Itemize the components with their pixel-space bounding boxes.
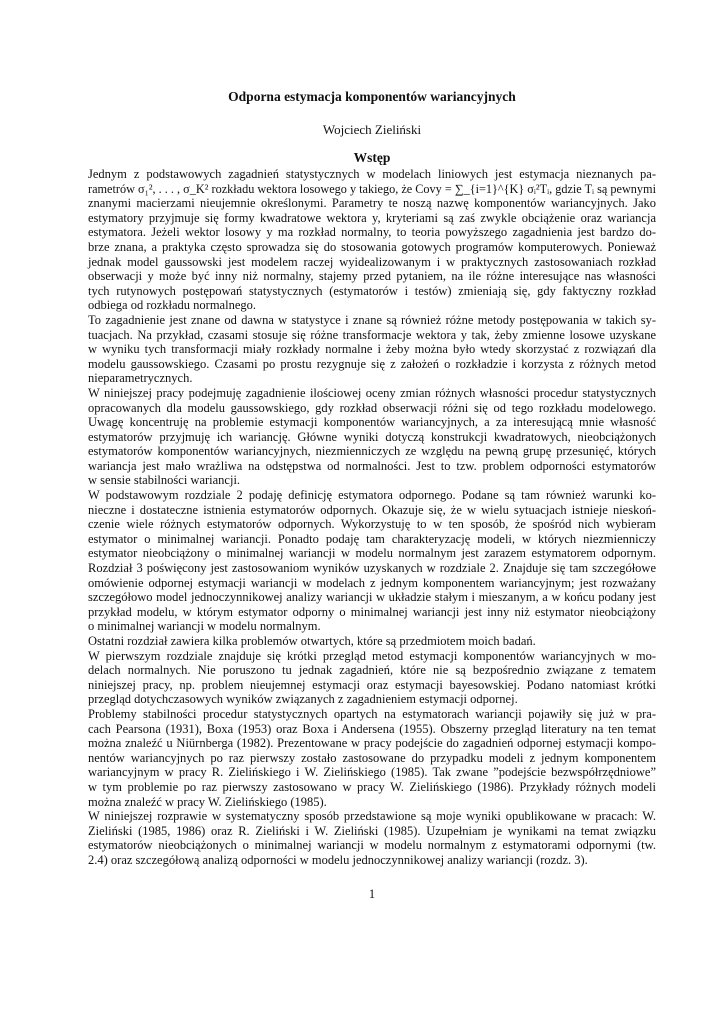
text-line: W podstawowym rozdziale 2 podaję definicję estymatora odpornego. Podane są tam również warunki ko- <box>88 488 656 503</box>
text-line: w sensie stabilności wariancji. <box>88 473 241 488</box>
section-heading: Wstęp <box>353 150 391 165</box>
text-line: przegląd dotychczasowych wyników związanych z zagadnieniem estymacji odpornej. <box>88 692 518 707</box>
text-line: Rozdział 3 poświęcony jest zastosowaniom wyników uzyskanych w rozdziale 2. Znajduje się tam szczegółowe <box>88 561 656 576</box>
text-line: można znaleźć u Niürnberga (1982). Prezentowane w pracy podejście do zagadnień odpornej estymacji kompo- <box>88 736 656 751</box>
text-line: delach normalnych. Nie poruszono tu jednak zagadnień, które nie są bezpośrednio związane z tematem <box>88 663 656 678</box>
text-line: wariancyjnym w pracy R. Zielińskiego i W. Zielińskiego (1985). Tak zwane ”podejście bezwspółrzędniowe” <box>88 765 656 780</box>
page-number: 1 <box>368 887 376 901</box>
text-line: cach Pearsona (1931), Boxa (1953) oraz Boxa i Andersena (1955). Obszerny przegląd literatury na ten temat <box>88 721 656 736</box>
paragraph <box>88 809 656 867</box>
text-line: jednak model gaussowski jest modelem raczej wyidealizowanym i w praktycznych zastosowaniach rozkład <box>88 254 656 269</box>
text-line: Zieliński (1985, 1986) oraz R. Zieliński i W. Zieliński (1985). Uzupełniam je wynikami na temat związku <box>88 823 656 838</box>
text-line: estymatory przyjmuje się formy kwadratowe wektora y, kryteriami są zaś zwykle obciążenie oraz wariancja <box>88 210 656 225</box>
text-line: estymatorów przyjmuję ich wariancję. Główne wyniki dotyczą konstrukcji kwadratowych, nieobciążonych <box>88 429 656 444</box>
text-line: Uwagę koncentruję na problemie estymacji komponentów wariancyjnych, a za interesującą mnie własność <box>88 415 656 430</box>
paragraph <box>88 386 656 488</box>
text-line: To zagadnienie jest znane od dawna w statystyce i znane są również różne metody postępowania w takich sy- <box>88 312 656 327</box>
paper-page <box>88 0 656 1024</box>
text-line: obserwacji y może być inny niż normalny, stajemy przed pytaniem, na ile różne interesujące nas własności <box>88 269 656 284</box>
paragraph <box>88 488 656 634</box>
text-line: 2.4) oraz szczegółową analizą odporności w modelu jednoczynnikowej analizy wariancji (rozdz. 3). <box>88 852 588 867</box>
author-name: Wojciech Zieliński <box>322 122 422 137</box>
text-line: niniejszej pracy, np. problem nieujemnej estymacji oraz estymacji bayesowskiej. Podano natomiast krótki <box>88 677 656 692</box>
text-line: w tym problemie po raz pierwszy zastosowano w pracy W. Zielińskiego (1986). Przykłady różnych modeli <box>88 779 656 794</box>
text-line: Problemy stabilności procedur statystycznych opartych na estymatorach wariancji pojawiły się już w pra- <box>88 706 656 721</box>
text-line: W niniejszej rozprawie w systematyczny sposób przedstawione są moje wyniki opublikowane w pracach: W. <box>88 809 656 824</box>
text-line: szczegółowo model jednoczynnikowej analizy wariancji w układzie stałym i mieszanym, a w końcu podany jest <box>88 590 656 605</box>
text-line: rametrów σ₁², . . . , σ_K² rozkładu wektora losowego y takiego, że Covy = ∑_{i=1}^{K} σᵢ²Tᵢ, gdzie Tᵢ są pewnymi <box>88 181 656 196</box>
text-line: przykład modelu, w którym estymator odporny o minimalnej wariancji jest inny niż estymator nieobciążony <box>88 604 656 619</box>
body-text <box>88 167 656 868</box>
paragraph <box>88 707 656 809</box>
text-line: brze znana, a praktyka często sprowadza się do stosowania gotowych programów komputerowych. Ponieważ <box>88 239 656 254</box>
text-line: tych rutynowych postępowań statystycznych (estymatorów i testów) zmieniają się, gdy faktyczny rozkład <box>88 283 656 298</box>
paragraph <box>88 167 656 313</box>
text-line: estymatorów nieobciążonych o minimalnej wariancji w modelu normalnym z estymatorami odpornymi (tw. <box>88 838 656 853</box>
text-line: modelu gaussowskiego. Czasami po prostu rezygnuje się z założeń o rozkładzie i korzysta z różnych metod <box>88 356 656 371</box>
paragraph <box>88 649 656 707</box>
text-line: W niniejszej pracy podejmuję zagadnienie ilościowej oceny zmian różnych własności procedur statystycznych <box>88 385 656 400</box>
text-line: estymatora. Jeżeli wektor losowy y ma rozkład normalny, to teoria powyższego zagadnienia jest bardzo do- <box>88 225 656 240</box>
text-line: można znaleźć w pracy W. Zielińskiego (1985). <box>88 794 327 809</box>
text-line: estymator nieobciążony o minimalnej wariancji w modelu normalnym jest zarazem estymatorem odpornym. <box>88 546 656 561</box>
text-line: w wyniku tych transformacji miały rozkłady normalne i żeby można było wtedy skorzystać z rozwiązań dla <box>88 342 656 357</box>
paper-title: Odporna estymacja komponentów wariancyjnych <box>228 89 516 104</box>
text-line: czenie wiele różnych estymatorów odpornych. Wykorzystuję to w ten sposób, że spośród nich wybieram <box>88 517 656 532</box>
text-line: odbiega od rozkładu normalnego. <box>88 298 257 313</box>
text-line: o minimalnej wariancji w modelu normalnym. <box>88 619 321 634</box>
text-line: opracowanych dla modelu gaussowskiego, gdy rozkład obserwacji różni się od tego rozkładu modelowego. <box>88 400 656 415</box>
text-line: nieczne i dostateczne istnienia estymatorów odpornych. Okazuje się, że w wielu sytuacjach istnieje nieskoń- <box>88 502 656 517</box>
text-line: wariancja jest mało wrażliwa na odstępstwa od normalności. Jest to tzw. problem odporności estymatorów <box>88 458 656 473</box>
paragraph <box>88 313 656 386</box>
text-line: estymator o minimalnej wariancji. Ponadto podaję tam charakteryzację modeli, w których niezmienniczy <box>88 531 656 546</box>
paragraph <box>88 634 656 649</box>
text-line: nieparametrycznych. <box>88 371 193 386</box>
text-line: tuacjach. Na przykład, czasami stosuje się różne transformacje wektora y tak, żeby zmienne losowe uzyskane <box>88 327 656 342</box>
text-line: omówienie odpornej estymacji wariancji w modelach z jednym komponentem wariancyjnym; jest rozważany <box>88 575 656 590</box>
text-line: estymatorów komponentów wariancyjnych, niezmienniczych ze względu na pewną grupę przesunięć, których <box>88 444 656 459</box>
text-line: Jednym z podstawowych zagadnień statystycznych w modelach liniowych jest estymacja nieznanych pa- <box>88 167 656 181</box>
text-line: znanymi macierzami nieujemnie określonymi. Parametry te noszą nazwę komponentów wariancyjnych. Jako <box>88 196 656 211</box>
text-line: nentów wariancyjnych po raz pierwszy zostało zastosowane do przypadku modeli z jednym komponentem <box>88 750 656 765</box>
text-line: W pierwszym rozdziale znajduje się krótki przegląd metod estymacji komponentów wariancyjnych w mo- <box>88 648 656 663</box>
text-line: Ostatni rozdział zawiera kilka problemów otwartych, które są przedmiotem moich badań. <box>88 634 536 648</box>
